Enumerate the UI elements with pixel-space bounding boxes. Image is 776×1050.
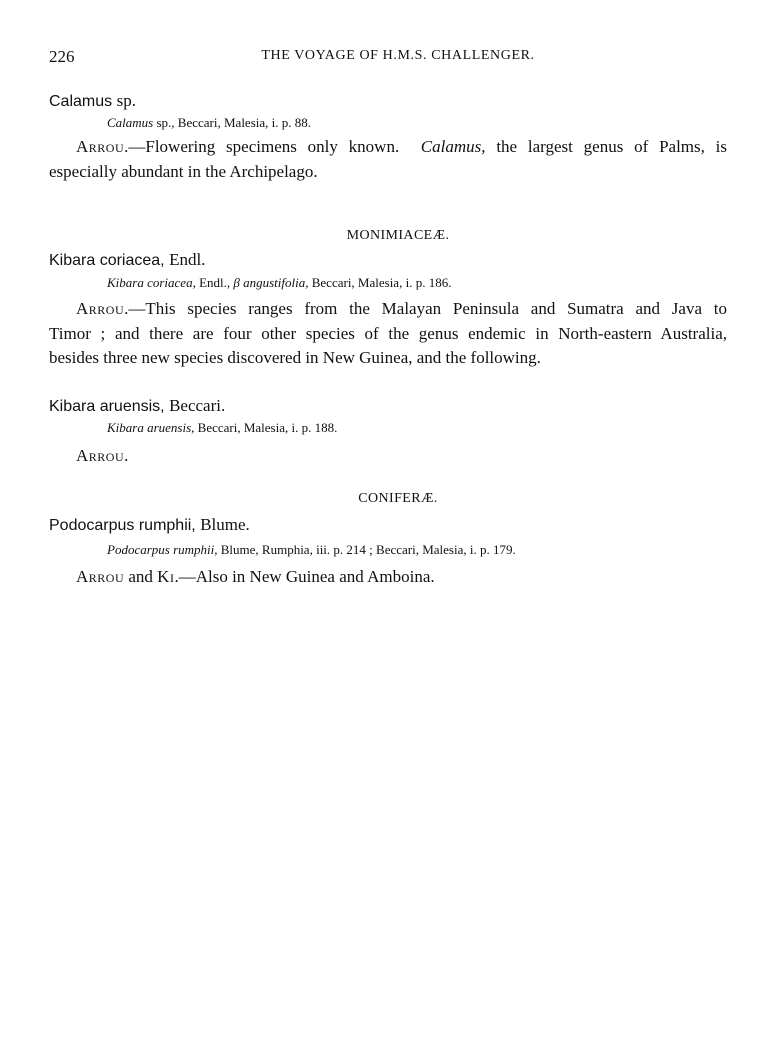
paragraph-line: Timor ; and there are four other species of the genus endemic in North-eastern Australia,: [49, 323, 727, 343]
reference-calamus: [107, 115, 311, 131]
species-authority: sp.: [116, 91, 136, 110]
species-authority: Blume.: [200, 515, 250, 534]
reference-text: Blume, Rumphia, iii. p. 214 ; Beccari, Malesia, i. p. 179.: [220, 542, 516, 557]
species-heading-kibara-coriacea: [49, 250, 205, 270]
reference-kibara-coriacea: Kibara coriacea, Endl., β angustifolia, Beccari, Malesia, i. p. 186.: [107, 275, 452, 290]
locality: Ki: [157, 567, 175, 586]
species-name: Kibara coriacea,: [49, 252, 165, 269]
reference-text: Beccari, Malesia, i. p. 186.: [311, 275, 452, 290]
species-name: Calamus: [49, 93, 113, 110]
reference-name: Kibara coriacea,: [107, 275, 196, 290]
species-heading-podocarpus-rumphii: [49, 515, 250, 535]
running-title: THE VOYAGE OF H.M.S. CHALLENGER.: [261, 48, 535, 63]
species-authority: Beccari.: [169, 396, 226, 415]
family-heading-monimiaceae: MONIMIACEÆ.: [346, 228, 450, 243]
species-name: Podocarpus rumphii,: [49, 517, 196, 534]
reference-kibara-aruensis: [107, 420, 337, 436]
reference-name: Calamus: [107, 115, 154, 130]
reference-name: Kibara aruensis,: [107, 420, 195, 435]
reference-variety: β angustifolia,: [233, 275, 309, 290]
species-heading-calamus: [49, 91, 136, 111]
species-authority: Endl.: [169, 250, 206, 269]
family-heading-coniferae: CONIFERÆ.: [358, 491, 438, 506]
reference-name: Podocarpus rumphii,: [107, 542, 218, 557]
paragraph-line: especially abundant in the Archipelago.: [49, 161, 318, 181]
paragraph-podocarpus-rumphii: Arrou and Ki.—Also in New Guinea and Amboina.: [76, 567, 435, 586]
reference-text: Beccari, Malesia, i. p. 188.: [197, 420, 338, 435]
locality: Arrou: [76, 137, 125, 156]
paragraph-line: Arrou.—This species ranges from the Malayan Peninsula and Sumatra and Java to: [76, 299, 727, 318]
species-name: Kibara aruensis,: [49, 398, 165, 415]
locality: Arrou: [76, 299, 125, 318]
paragraph-line: besides three new species discovered in New Guinea, and the following.: [49, 348, 541, 367]
page-number: 226: [49, 47, 75, 66]
locality-kibara-aruensis: Arrou.: [76, 446, 129, 465]
reference-podocarpus-rumphii: [107, 542, 516, 558]
reference-text: sp., Beccari, Malesia, i. p. 88.: [156, 115, 311, 130]
locality: Arrou: [76, 567, 125, 586]
genus-italic: Calamus,: [420, 137, 486, 156]
paragraph-kibara-coriacea: [49, 297, 727, 371]
paragraph-calamus: [49, 135, 727, 184]
paragraph-line: Arrou.—Flowering specimens only known. Calamus, the largest genus of Palms, is: [76, 137, 728, 156]
species-heading-kibara-aruensis: [49, 396, 225, 416]
